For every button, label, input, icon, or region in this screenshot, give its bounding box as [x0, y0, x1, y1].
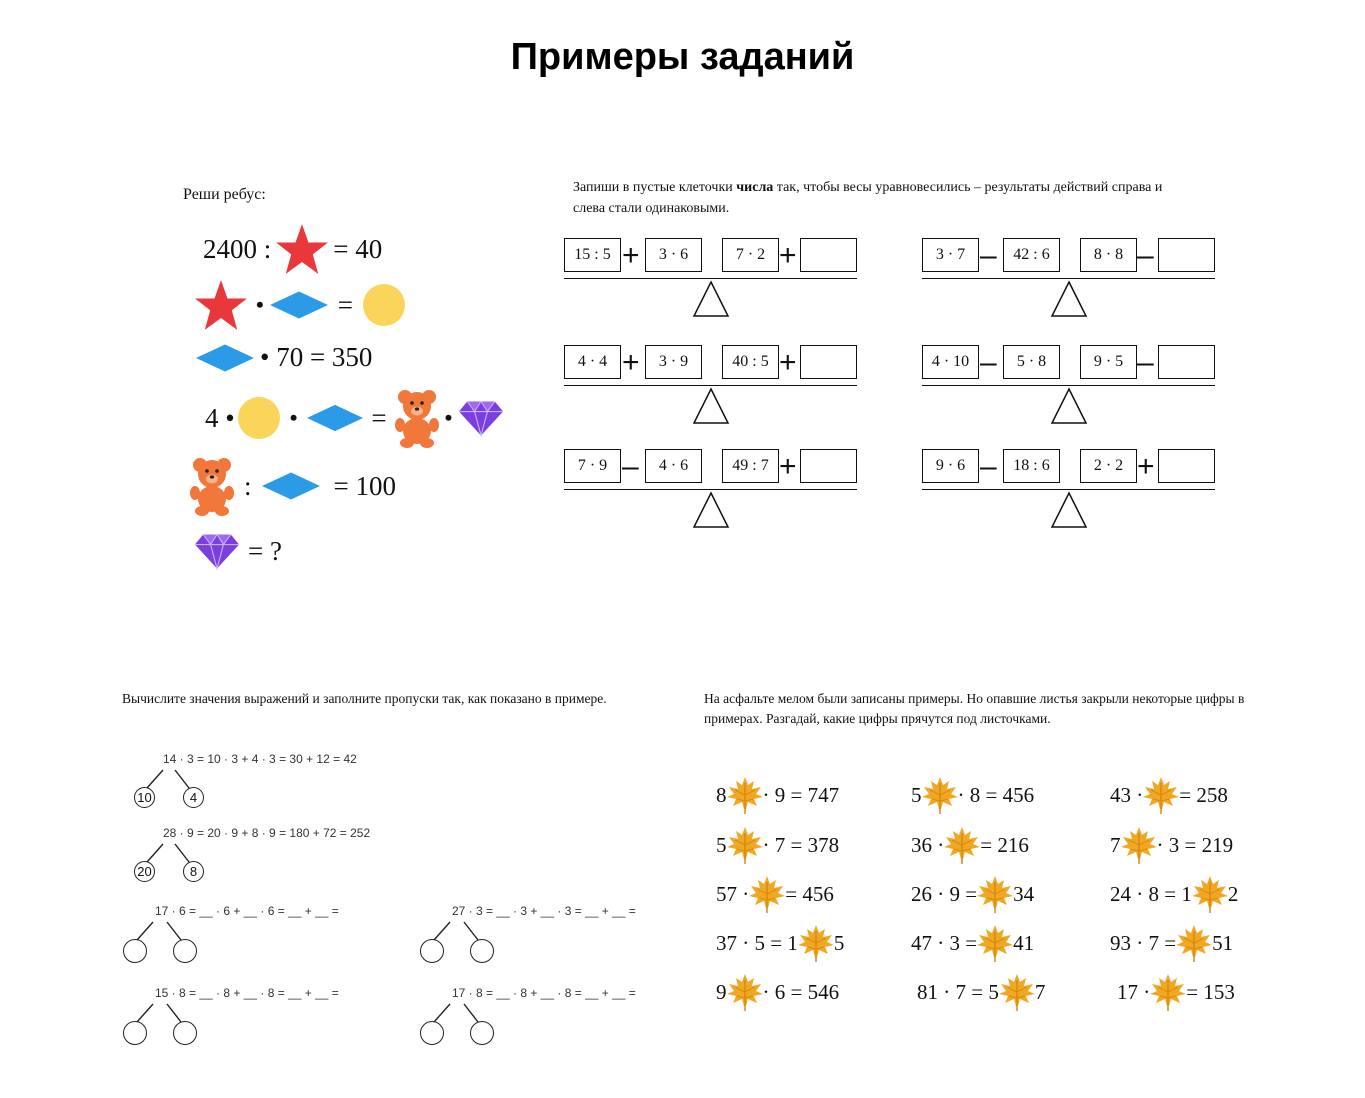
tree-node-right: 4: [183, 787, 204, 808]
scale-op-left: +: [622, 239, 640, 272]
leaf-equation: [1110, 825, 1233, 865]
scale-op-left: –: [622, 450, 639, 483]
circle-icon: [363, 284, 405, 326]
star-icon: [274, 222, 330, 276]
rebus-row2-dot: •: [256, 292, 264, 317]
scale-fulcrum: [1050, 491, 1088, 529]
leaf-equation-post: · 7 = 378: [762, 832, 840, 857]
scale-right-c: 2 · 2: [1080, 449, 1137, 483]
tree-node-left[interactable]: [420, 939, 444, 963]
leaf-equation: [911, 923, 1034, 963]
tree-node-left[interactable]: [123, 1021, 147, 1045]
leaf-equation-pre: 37 · 5 = 1: [716, 930, 798, 955]
tree-equation: 14 · 3 = 10 · 3 + 4 · 3 = 30 + 12 = 42: [163, 752, 357, 766]
scale-op-right: +: [779, 239, 797, 272]
leaf-icon: [1174, 923, 1214, 963]
tree-node-right[interactable]: [173, 1021, 197, 1045]
leaf-equation-post: = 258: [1179, 782, 1228, 807]
scale-op-right: –: [1137, 239, 1154, 272]
leaf-icon: [997, 972, 1037, 1012]
scale-fulcrum: [692, 280, 730, 318]
scale-left-b: 4 · 6: [645, 449, 702, 483]
scale-right-c: 9 · 5: [1080, 345, 1137, 379]
leaf-equation-pre: 17 ·: [1117, 979, 1151, 1004]
diamond-icon: [262, 471, 320, 501]
gem-icon: [194, 532, 240, 570]
tree-node-left: 10: [134, 787, 155, 808]
rebus-row4-dot: •: [289, 405, 298, 430]
scale-beam: [564, 489, 857, 490]
scale-op-right: –: [1137, 346, 1154, 379]
leaf-equation-pre: 8: [716, 782, 727, 807]
tree-node-left[interactable]: [420, 1021, 444, 1045]
leaf-icon: [920, 775, 960, 815]
tree-equation: 15 · 8 = __ · 8 + __ · 8 = __ + __ =: [155, 986, 339, 1000]
rebus-row-4: [202, 388, 504, 448]
leaf-equation: [1110, 874, 1238, 914]
scales-instruction: [573, 177, 1173, 219]
scale-right-c: 7 · 2: [722, 238, 779, 272]
leaf-equation-post: 2: [1227, 881, 1239, 906]
diamond-icon: [307, 403, 363, 433]
leaf-equation: [716, 775, 839, 815]
scale-op-right: +: [779, 346, 797, 379]
scale-left-a: 9 · 6: [922, 449, 979, 483]
leaf-equation: [1117, 972, 1235, 1012]
rebus-row5-eq: = 100: [333, 470, 396, 501]
leaf-equation-pre: 36 ·: [911, 832, 945, 857]
scale-answer-input[interactable]: [800, 238, 857, 272]
scale-left-a: 15 : 5: [564, 238, 621, 272]
leaf-equation-post: 51: [1212, 930, 1234, 955]
leaf-equation: [716, 972, 839, 1012]
leaf-icon: [725, 972, 765, 1012]
scale-right-c: 49 : 7: [722, 449, 779, 483]
trees-instruction: Вычислите значения выражений и заполните пропуски так, как показано в примере.: [122, 691, 607, 706]
scale-beam: [564, 385, 857, 386]
leaf-equation: [716, 874, 834, 914]
leaf-equation-post: · 8 = 456: [957, 782, 1035, 807]
scale-beam: [922, 385, 1215, 386]
scale-answer-input[interactable]: [1158, 449, 1215, 483]
tree-node-right: 8: [183, 861, 204, 882]
rebus-row2-eq: =: [337, 289, 353, 320]
rebus-instruction: Реши ребус:: [183, 186, 266, 203]
scale-left-b: 3 · 6: [645, 238, 702, 272]
tree-node-left: 20: [134, 861, 155, 882]
tree-node-right[interactable]: [470, 939, 494, 963]
scale-op-right: +: [779, 450, 797, 483]
diamond-icon: [270, 290, 328, 320]
star-icon: [192, 278, 250, 332]
rebus-row-6: [194, 532, 285, 570]
scale-answer-input[interactable]: [800, 345, 857, 379]
bear-icon: [395, 388, 439, 448]
leaf-equation: [911, 775, 1034, 815]
tree-equation: 27 · 3 = __ · 3 + __ · 3 = __ + __ =: [452, 904, 636, 918]
leaf-equation-post: = 456: [785, 881, 834, 906]
leaf-equation: [911, 825, 1029, 865]
scale-fulcrum: [1050, 280, 1088, 318]
leaf-equation-pre: 26 · 9 =: [911, 881, 978, 906]
scale-fulcrum: [692, 491, 730, 529]
rebus-row-2: [192, 278, 405, 332]
rebus-row1-right: = 40: [333, 233, 383, 264]
tree-equation: 17 · 6 = __ · 6 + __ · 6 = __ + __ =: [155, 904, 339, 918]
leaf-equation-pre: 47 · 3 =: [911, 930, 978, 955]
scale-left-b: 42 : 6: [1003, 238, 1060, 272]
rebus-row4-left: 4 •: [205, 402, 235, 433]
rebus-row1-left: 2400 :: [203, 233, 272, 264]
leaf-icon: [1148, 972, 1188, 1012]
leaf-icon: [1141, 775, 1181, 815]
rebus-row4-eq: =: [371, 402, 387, 433]
scale-op-left: –: [980, 450, 997, 483]
leaf-icon: [747, 874, 787, 914]
tree-node-right[interactable]: [470, 1021, 494, 1045]
leaf-icon: [725, 825, 765, 865]
leaf-equation-post: 5: [833, 930, 845, 955]
leaf-equation-pre: 24 · 8 = 1: [1110, 881, 1192, 906]
leaf-equation: [917, 972, 1045, 1012]
tree-equation: 17 · 8 = __ · 8 + __ · 8 = __ + __ =: [452, 986, 636, 1000]
leaf-equation-pre: 81 · 7 = 5: [917, 979, 999, 1004]
leaf-icon: [975, 874, 1015, 914]
leaf-equation: [911, 874, 1034, 914]
scale-left-b: 5 · 8: [1003, 345, 1060, 379]
leaf-equation-pre: 43 ·: [1110, 782, 1144, 807]
rebus-row-5: [190, 456, 399, 516]
scale-left-a: 3 · 7: [922, 238, 979, 272]
scale-op-right: +: [1137, 450, 1155, 483]
rebus-row5-colon: :: [244, 470, 252, 501]
scale-left-b: 3 · 9: [645, 345, 702, 379]
diamond-icon: [196, 343, 254, 373]
scale-beam: [922, 489, 1215, 490]
rebus-row6-eq: = ?: [248, 535, 282, 566]
leaf-equation-post: = 153: [1186, 979, 1235, 1004]
scale-op-left: –: [980, 346, 997, 379]
rebus-row-1: [200, 222, 385, 276]
leaf-equation-post: · 3 = 219: [1156, 832, 1234, 857]
leaf-equation: [716, 923, 844, 963]
scale-answer-input[interactable]: [1158, 238, 1215, 272]
scale-fulcrum: [1050, 387, 1088, 425]
scale-right-c: 40 : 5: [722, 345, 779, 379]
leaf-equation: [1110, 775, 1228, 815]
scale-answer-input[interactable]: [800, 449, 857, 483]
leaf-equation-pre: 5: [911, 782, 922, 807]
bear-icon: [190, 456, 234, 516]
rebus-row3-text: • 70 = 350: [260, 342, 373, 372]
scale-answer-input[interactable]: [1158, 345, 1215, 379]
leaf-icon: [975, 923, 1015, 963]
scale-left-a: 7 · 9: [564, 449, 621, 483]
gem-icon: [458, 399, 504, 437]
scales-instruction-b: так, чтобы весы уравновесились – результаты действий справа и слева стали одинаковыми.: [573, 180, 1163, 216]
tree-node-right[interactable]: [173, 939, 197, 963]
circle-icon: [238, 397, 280, 439]
leaves-instruction: На асфальте мелом были записаны примеры. Но опавшие листья закрыли некоторые цифры в примерах. Разгадай, какие цифры прячутся под листочками.: [704, 691, 1245, 726]
scale-left-a: 4 · 4: [564, 345, 621, 379]
scales-instruction-a: Запиши в пустые клеточки: [573, 180, 737, 195]
leaf-icon: [1119, 825, 1159, 865]
leaf-equation-pre: 9: [716, 979, 727, 1004]
tree-node-left[interactable]: [123, 939, 147, 963]
scale-right-c: 8 · 8: [1080, 238, 1137, 272]
scale-left-b: 18 : 6: [1003, 449, 1060, 483]
leaf-equation: [716, 825, 839, 865]
leaf-icon: [725, 775, 765, 815]
rebus-row-3: [196, 342, 375, 373]
leaf-equation-pre: 5: [716, 832, 727, 857]
scale-op-left: –: [980, 239, 997, 272]
leaf-equation-post: 41: [1013, 930, 1035, 955]
scale-beam: [922, 278, 1215, 279]
scale-left-a: 4 · 10: [922, 345, 979, 379]
scale-op-left: +: [622, 346, 640, 379]
leaf-equation: [1110, 923, 1233, 963]
page-title: Примеры заданий: [510, 36, 855, 78]
scale-beam: [564, 278, 857, 279]
leaf-icon: [942, 825, 982, 865]
leaf-equation-post: 34: [1013, 881, 1035, 906]
leaf-equation-post: = 216: [980, 832, 1029, 857]
leaf-icon: [796, 923, 836, 963]
rebus-row4-dot2: •: [444, 405, 453, 430]
scale-fulcrum: [692, 387, 730, 425]
leaf-equation-post: 7: [1034, 979, 1046, 1004]
leaf-equation-pre: 57 ·: [716, 881, 750, 906]
leaf-equation-post: · 9 = 747: [762, 782, 840, 807]
scales-instruction-bold: числа: [736, 180, 774, 195]
leaf-equation-pre: 93 · 7 =: [1110, 930, 1177, 955]
leaf-icon: [1190, 874, 1230, 914]
leaf-equation-pre: 7: [1110, 832, 1121, 857]
leaf-equation-post: · 6 = 546: [762, 979, 840, 1004]
tree-equation: 28 · 9 = 20 · 9 + 8 · 9 = 180 + 72 = 252: [163, 826, 371, 840]
